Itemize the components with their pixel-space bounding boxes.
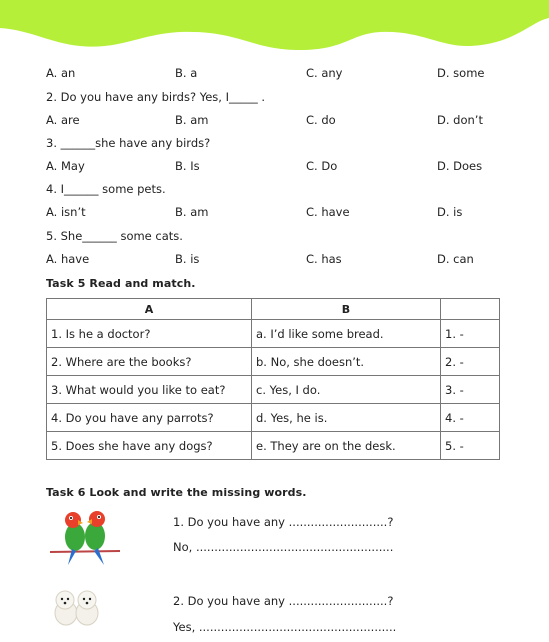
task5-title: Task 5 Read and match. bbox=[46, 277, 196, 290]
question-cell: 2. Where are the books? bbox=[47, 348, 252, 376]
option-d: D. is bbox=[437, 205, 463, 219]
table-header-row bbox=[47, 299, 500, 320]
option-b: B. a bbox=[175, 66, 198, 80]
answer-cell: e. They are on the desk. bbox=[252, 432, 441, 460]
options-row-4 bbox=[0, 205, 549, 223]
table-row bbox=[47, 432, 500, 460]
options-row-1 bbox=[0, 66, 549, 84]
column-a-header: A bbox=[47, 299, 252, 320]
answer-cell: c. Yes, I do. bbox=[252, 376, 441, 404]
task6-question-1: 1. Do you have any ...........................? bbox=[173, 515, 394, 529]
option-c: C. have bbox=[306, 205, 350, 219]
answer-cell: d. Yes, he is. bbox=[252, 404, 441, 432]
match-cell[interactable]: 2. - bbox=[441, 348, 500, 376]
match-cell[interactable]: 4. - bbox=[441, 404, 500, 432]
option-d: D. some bbox=[437, 66, 485, 80]
question-4: 4. I______ some pets. bbox=[46, 182, 166, 196]
options-row-2 bbox=[0, 113, 549, 131]
match-cell[interactable]: 3. - bbox=[441, 376, 500, 404]
match-cell[interactable]: 5. - bbox=[441, 432, 500, 460]
match-cell[interactable]: 1. - bbox=[441, 320, 500, 348]
option-a: A. have bbox=[46, 252, 90, 266]
table-row bbox=[47, 348, 500, 376]
option-a: A. May bbox=[46, 159, 85, 173]
question-2: 2. Do you have any birds? Yes, I_____ . bbox=[46, 90, 266, 104]
option-b: B. Is bbox=[175, 159, 200, 173]
option-c: C. any bbox=[306, 66, 343, 80]
table-row bbox=[47, 404, 500, 432]
answer-cell: a. I’d like some bread. bbox=[252, 320, 441, 348]
task6-title: Task 6 Look and write the missing words. bbox=[46, 486, 307, 499]
option-d: D. don’t bbox=[437, 113, 483, 127]
question-cell: 1. Is he a doctor? bbox=[47, 320, 252, 348]
option-c: C. Do bbox=[306, 159, 338, 173]
question-3: 3. ______she have any birds? bbox=[46, 136, 211, 150]
option-d: D. can bbox=[437, 252, 474, 266]
match-table bbox=[46, 298, 500, 460]
option-b: B. am bbox=[175, 205, 209, 219]
question-cell: 4. Do you have any parrots? bbox=[47, 404, 252, 432]
task6-question-2: 2. Do you have any ...........................? bbox=[173, 594, 394, 608]
option-b: B. am bbox=[175, 113, 209, 127]
task6-answer-2[interactable]: Yes, ...................................................... bbox=[173, 620, 397, 634]
table-row bbox=[47, 376, 500, 404]
column-answer-header bbox=[441, 299, 500, 320]
option-b: B. is bbox=[175, 252, 200, 266]
puppies-image bbox=[48, 586, 104, 630]
table-row bbox=[47, 320, 500, 348]
task6-answer-1[interactable]: No, ...................................................... bbox=[173, 540, 394, 554]
options-row-3 bbox=[0, 159, 549, 177]
options-row-5 bbox=[0, 252, 549, 270]
option-c: C. has bbox=[306, 252, 342, 266]
parrots-image bbox=[48, 505, 122, 571]
question-cell: 5. Does she have any dogs? bbox=[47, 432, 252, 460]
option-a: A. are bbox=[46, 113, 80, 127]
option-c: C. do bbox=[306, 113, 336, 127]
option-a: A. isn’t bbox=[46, 205, 86, 219]
option-a: A. an bbox=[46, 66, 76, 80]
option-d: D. Does bbox=[437, 159, 483, 173]
green-header-banner bbox=[0, 0, 549, 60]
question-cell: 3. What would you like to eat? bbox=[47, 376, 252, 404]
column-b-header: B bbox=[252, 299, 441, 320]
question-5: 5. She______ some cats. bbox=[46, 229, 183, 243]
answer-cell: b. No, she doesn’t. bbox=[252, 348, 441, 376]
